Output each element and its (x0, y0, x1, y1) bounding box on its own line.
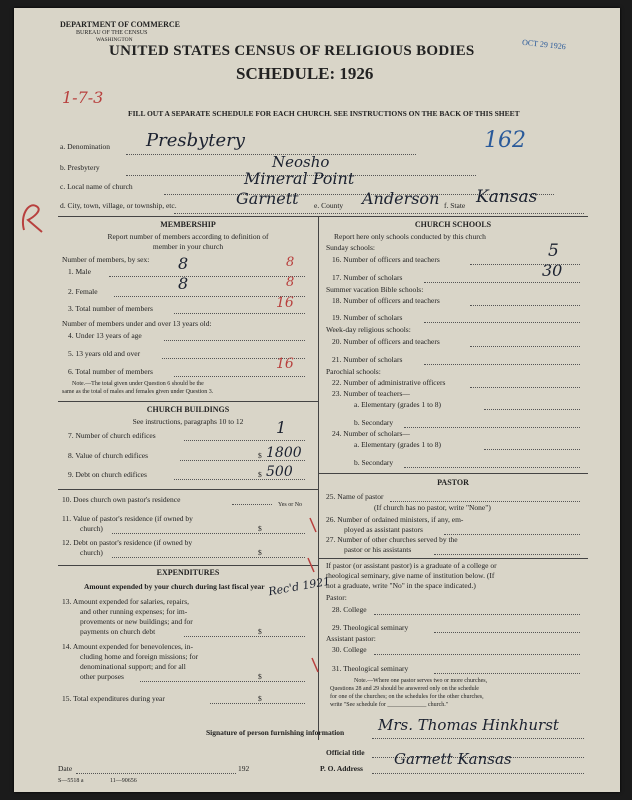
official-title-label: Official title (326, 748, 365, 757)
denomination-label: a. Denomination (60, 142, 110, 151)
location-line (174, 213, 584, 214)
q13-line-4: payments on church debt (80, 627, 156, 636)
q14-line (140, 681, 305, 682)
residence-divider (58, 489, 318, 490)
pastor-note-4: write "See schedule for _____________ church." (330, 702, 449, 708)
q11-value-label-1: 11. Value of pastor's residence (if owned by (62, 514, 193, 523)
q20-line (470, 346, 580, 347)
q26-label-1: 26. Number of ordained ministers, if any, em- (326, 515, 464, 524)
sunday-schools-label: Sunday schools: (326, 243, 375, 252)
q18-line (470, 305, 580, 306)
q16-value: 5 (548, 241, 559, 261)
date-year: 192 (238, 764, 250, 773)
q22-line (470, 387, 580, 388)
q24b-line (404, 467, 580, 468)
po-address-value: Garnett Kansas (394, 750, 512, 768)
q26-label-2: ployed as assistant pastors (344, 525, 423, 534)
date-label: Date (58, 764, 73, 773)
q27-label-1: 27. Number of other churches served by the (326, 535, 458, 544)
q11-line (112, 533, 305, 534)
q24a-label: a. Elementary (grades 1 to 8) (354, 440, 442, 449)
q2-female-value: 8 (178, 274, 189, 293)
q30-label: 30. College (332, 645, 367, 654)
membership-intro-2: member in your church (152, 242, 224, 251)
schools-title: CHURCH SCHOOLS (414, 220, 492, 229)
po-address-line (372, 773, 584, 774)
q20-label: 20. Number of officers and teachers (332, 337, 440, 346)
q27-label-2: pastor or his assistants (344, 545, 412, 554)
graduate-divider (318, 558, 588, 559)
membership-title: MEMBERSHIP (160, 220, 216, 229)
city-value: Garnett (236, 189, 299, 208)
q6-total-label: 6. Total number of members (68, 367, 153, 376)
q16-label: 16. Number of officers and teachers (332, 255, 440, 264)
schedule-title: SCHEDULE: 1926 (236, 64, 374, 83)
q3-total-label: 3. Total number of members (68, 304, 153, 313)
county-value: Anderson (362, 189, 440, 208)
state-label: f. State (444, 201, 466, 210)
buildings-subtitle: See instructions, paragraphs 10 to 12 (132, 417, 244, 426)
q17-line (424, 282, 580, 283)
q17-value: 30 (542, 261, 563, 280)
form-title: UNITED STATES CENSUS OF RELIGIOUS BODIES (109, 43, 475, 59)
q17-label: 17. Number of scholars (332, 273, 403, 282)
q25-line (390, 501, 580, 502)
weekday-schools-label: Week-day religious schools: (326, 325, 411, 334)
q14-line-2: cluding home and foreign missions; for (80, 652, 199, 661)
instruction-text: FILL OUT A SEPARATE SCHEDULE FOR EACH CHURCH. SEE INSTRUCTIONS ON THE BACK OF THIS SHEET (128, 109, 520, 118)
q11-dollar: $ (258, 524, 262, 533)
q4-under13-label: 4. Under 13 years of age (68, 331, 142, 340)
q22-label: 22. Number of administrative officers (332, 378, 446, 387)
q23b-line (404, 427, 580, 428)
graduate-note-2: theological seminary, give name of institution below. (If (326, 571, 495, 580)
pastor-title: PASTOR (437, 478, 469, 487)
pastor-sub-label: Pastor: (326, 593, 347, 602)
local-name-label: c. Local name of church (60, 182, 133, 191)
q23a-line (484, 409, 580, 410)
date-line (76, 773, 236, 774)
po-address-label: P. O. Address (320, 764, 363, 773)
q15-line (210, 703, 305, 704)
q7-line (184, 440, 305, 441)
q1-male-value-check: 8 (286, 255, 295, 270)
bureau-label: BUREAU OF THE CENSUS (76, 30, 148, 36)
q12-debt-label-2: church) (80, 548, 103, 557)
q13-line-1: 13. Amount expended for salaries, repairs, (62, 597, 190, 606)
q24a-line (484, 449, 580, 450)
pastor-note-3: for one of the churches; on the schedules for the other churches, (330, 694, 484, 700)
q7-edifices-value: 1 (276, 418, 287, 437)
q9-debt-label: 9. Debt on church edifices (68, 470, 147, 479)
signature-value: Mrs. Thomas Hinkhurst (378, 716, 559, 734)
buildings-title: CHURCH BUILDINGS (146, 405, 230, 414)
parochial-schools-label: Parochial schools: (326, 367, 381, 376)
presbytery-value: Neosho (272, 153, 330, 171)
q30-line (374, 654, 580, 655)
presbytery-label: b. Presbytery (60, 163, 100, 172)
q15-dollar: $ (258, 694, 262, 703)
q25-label: 25. Name of pastor (326, 492, 384, 501)
local-name-value: Mineral Point (244, 169, 355, 188)
q28-line (374, 614, 580, 615)
q5-over13-label: 5. 13 years old and over (68, 349, 141, 358)
asst-pastor-label: Assistant pastor: (326, 634, 376, 643)
q1-line (109, 276, 305, 277)
margin-check-mark (18, 196, 58, 236)
q2-female-value-check: 8 (286, 275, 295, 290)
q6-total-value: 16 (276, 356, 294, 372)
red-check-marks (304, 508, 334, 678)
schools-intro: Report here only schools conducted by this church (334, 232, 486, 241)
q11-value-label-2: church) (80, 524, 103, 533)
membership-intro-1: Report number of members according to definition of (107, 232, 269, 241)
q24b-label: b. Secondary (354, 458, 394, 467)
q15-total-label: 15. Total expenditures during year (62, 694, 165, 703)
q8-dollar: $ (258, 451, 262, 460)
q8-value-label: 8. Value of church edifices (68, 451, 149, 460)
pastor-divider (318, 473, 588, 474)
q14-line-3: denominational support; and for all (80, 662, 186, 671)
county-label: e. County (314, 201, 344, 210)
q21-label: 21. Number of scholars (332, 355, 403, 364)
q31-line (434, 673, 580, 674)
members-by-age: Number of members under and over 13 years old: (62, 319, 212, 328)
membership-note-1: Note.—The total given under Question 6 should be the (72, 381, 204, 387)
city-label: WASHINGTON (96, 37, 133, 43)
q18-label: 18. Number of officers and teachers (332, 296, 440, 305)
q3-line (174, 313, 305, 314)
expenditures-title: EXPENDITURES (156, 568, 220, 577)
signature-line (372, 738, 584, 739)
city-label: d. City, town, village, or township, etc. (60, 201, 177, 210)
q29-line (434, 632, 580, 633)
pastor-note-2: Questions 28 and 29 should be answered only on the schedule (330, 686, 479, 692)
q28-label: 28. College (332, 605, 367, 614)
q25-note: (If church has no pastor, write "None") (374, 503, 491, 512)
frame-top (58, 216, 588, 217)
q13-line-3: provements or new buildings; and for (80, 617, 193, 626)
summer-schools-label: Summer vacation Bible schools: (326, 285, 424, 294)
expenditures-intro: Amount expended by your church during last fiscal year (84, 582, 265, 591)
q9-debt-amount: 500 (266, 464, 293, 480)
q14-dollar: $ (258, 672, 262, 681)
q27-line (434, 554, 580, 555)
form-number: 162 (484, 128, 526, 153)
q14-line-4: other purposes (80, 672, 124, 681)
buildings-divider (58, 401, 318, 402)
q10-residence-label: 10. Does church own pastor's residence (62, 495, 181, 504)
q16-line (470, 264, 580, 265)
q4-line (164, 340, 305, 341)
q2-female-label: 2. Female (68, 287, 98, 296)
membership-note-2: same as the total of males and females given under Question 3. (62, 389, 214, 395)
department-label: DEPARTMENT OF COMMERCE (60, 20, 181, 29)
q12-line (112, 557, 305, 558)
q23a-label: a. Elementary (grades 1 to 8) (354, 400, 442, 409)
q6-line (174, 376, 305, 377)
q1-male-label: 1. Male (68, 267, 91, 276)
q9-dollar: $ (258, 470, 262, 479)
q21-line (424, 364, 580, 365)
q23b-label: b. Secondary (354, 418, 394, 427)
expenditures-divider (58, 565, 318, 566)
census-schedule-sheet (14, 8, 620, 792)
print-code: 11—90656 (110, 778, 137, 784)
q12-debt-label-1: 12. Debt on pastor's residence (if owned by (62, 538, 193, 547)
form-code: 1-7-3 (62, 88, 104, 107)
q31-label: 31. Theological seminary (332, 664, 409, 673)
q13-line-2: and other running expenses; for im- (80, 607, 188, 616)
q19-label: 19. Number of scholars (332, 313, 403, 322)
state-value: Kansas (476, 187, 538, 207)
denomination-value: Presbytery (146, 130, 245, 151)
q23-label: 23. Number of teachers— (332, 389, 410, 398)
form-number-code: S—5518 a (58, 778, 84, 784)
graduate-note-1: If pastor (or assistant pastor) is a graduate of a college or (326, 561, 497, 570)
q26-line (444, 534, 580, 535)
pastor-note-1: Note.—Where one pastor serves two or more churches, (354, 678, 488, 684)
q19-line (424, 322, 580, 323)
q10-line (232, 504, 272, 505)
q13-dollar: $ (258, 627, 262, 636)
q7-edifices-label: 7. Number of church edifices (68, 431, 156, 440)
q24-label: 24. Number of scholars— (332, 429, 410, 438)
q1-male-value: 8 (178, 254, 189, 273)
q14-line-1: 14. Amount expended for benevolences, in- (62, 642, 194, 651)
q13-line (184, 636, 305, 637)
denomination-line (126, 154, 416, 155)
expenditures-note: Rec'd 1921 (267, 574, 332, 599)
q12-dollar: $ (258, 548, 262, 557)
q29-label: 29. Theological seminary (332, 623, 409, 632)
yes-no-label: Yes or No (278, 502, 303, 508)
graduate-note-3: not a graduate, write "No" in the space indicated.) (326, 581, 476, 590)
signature-label: Signature of person furnishing information (206, 728, 345, 737)
q8-value-amount: 1800 (266, 445, 302, 461)
q3-total-value: 16 (276, 295, 294, 311)
members-by-sex: Number of members, by sex: (62, 255, 150, 264)
received-stamp: OCT 29 1926 (521, 37, 567, 52)
